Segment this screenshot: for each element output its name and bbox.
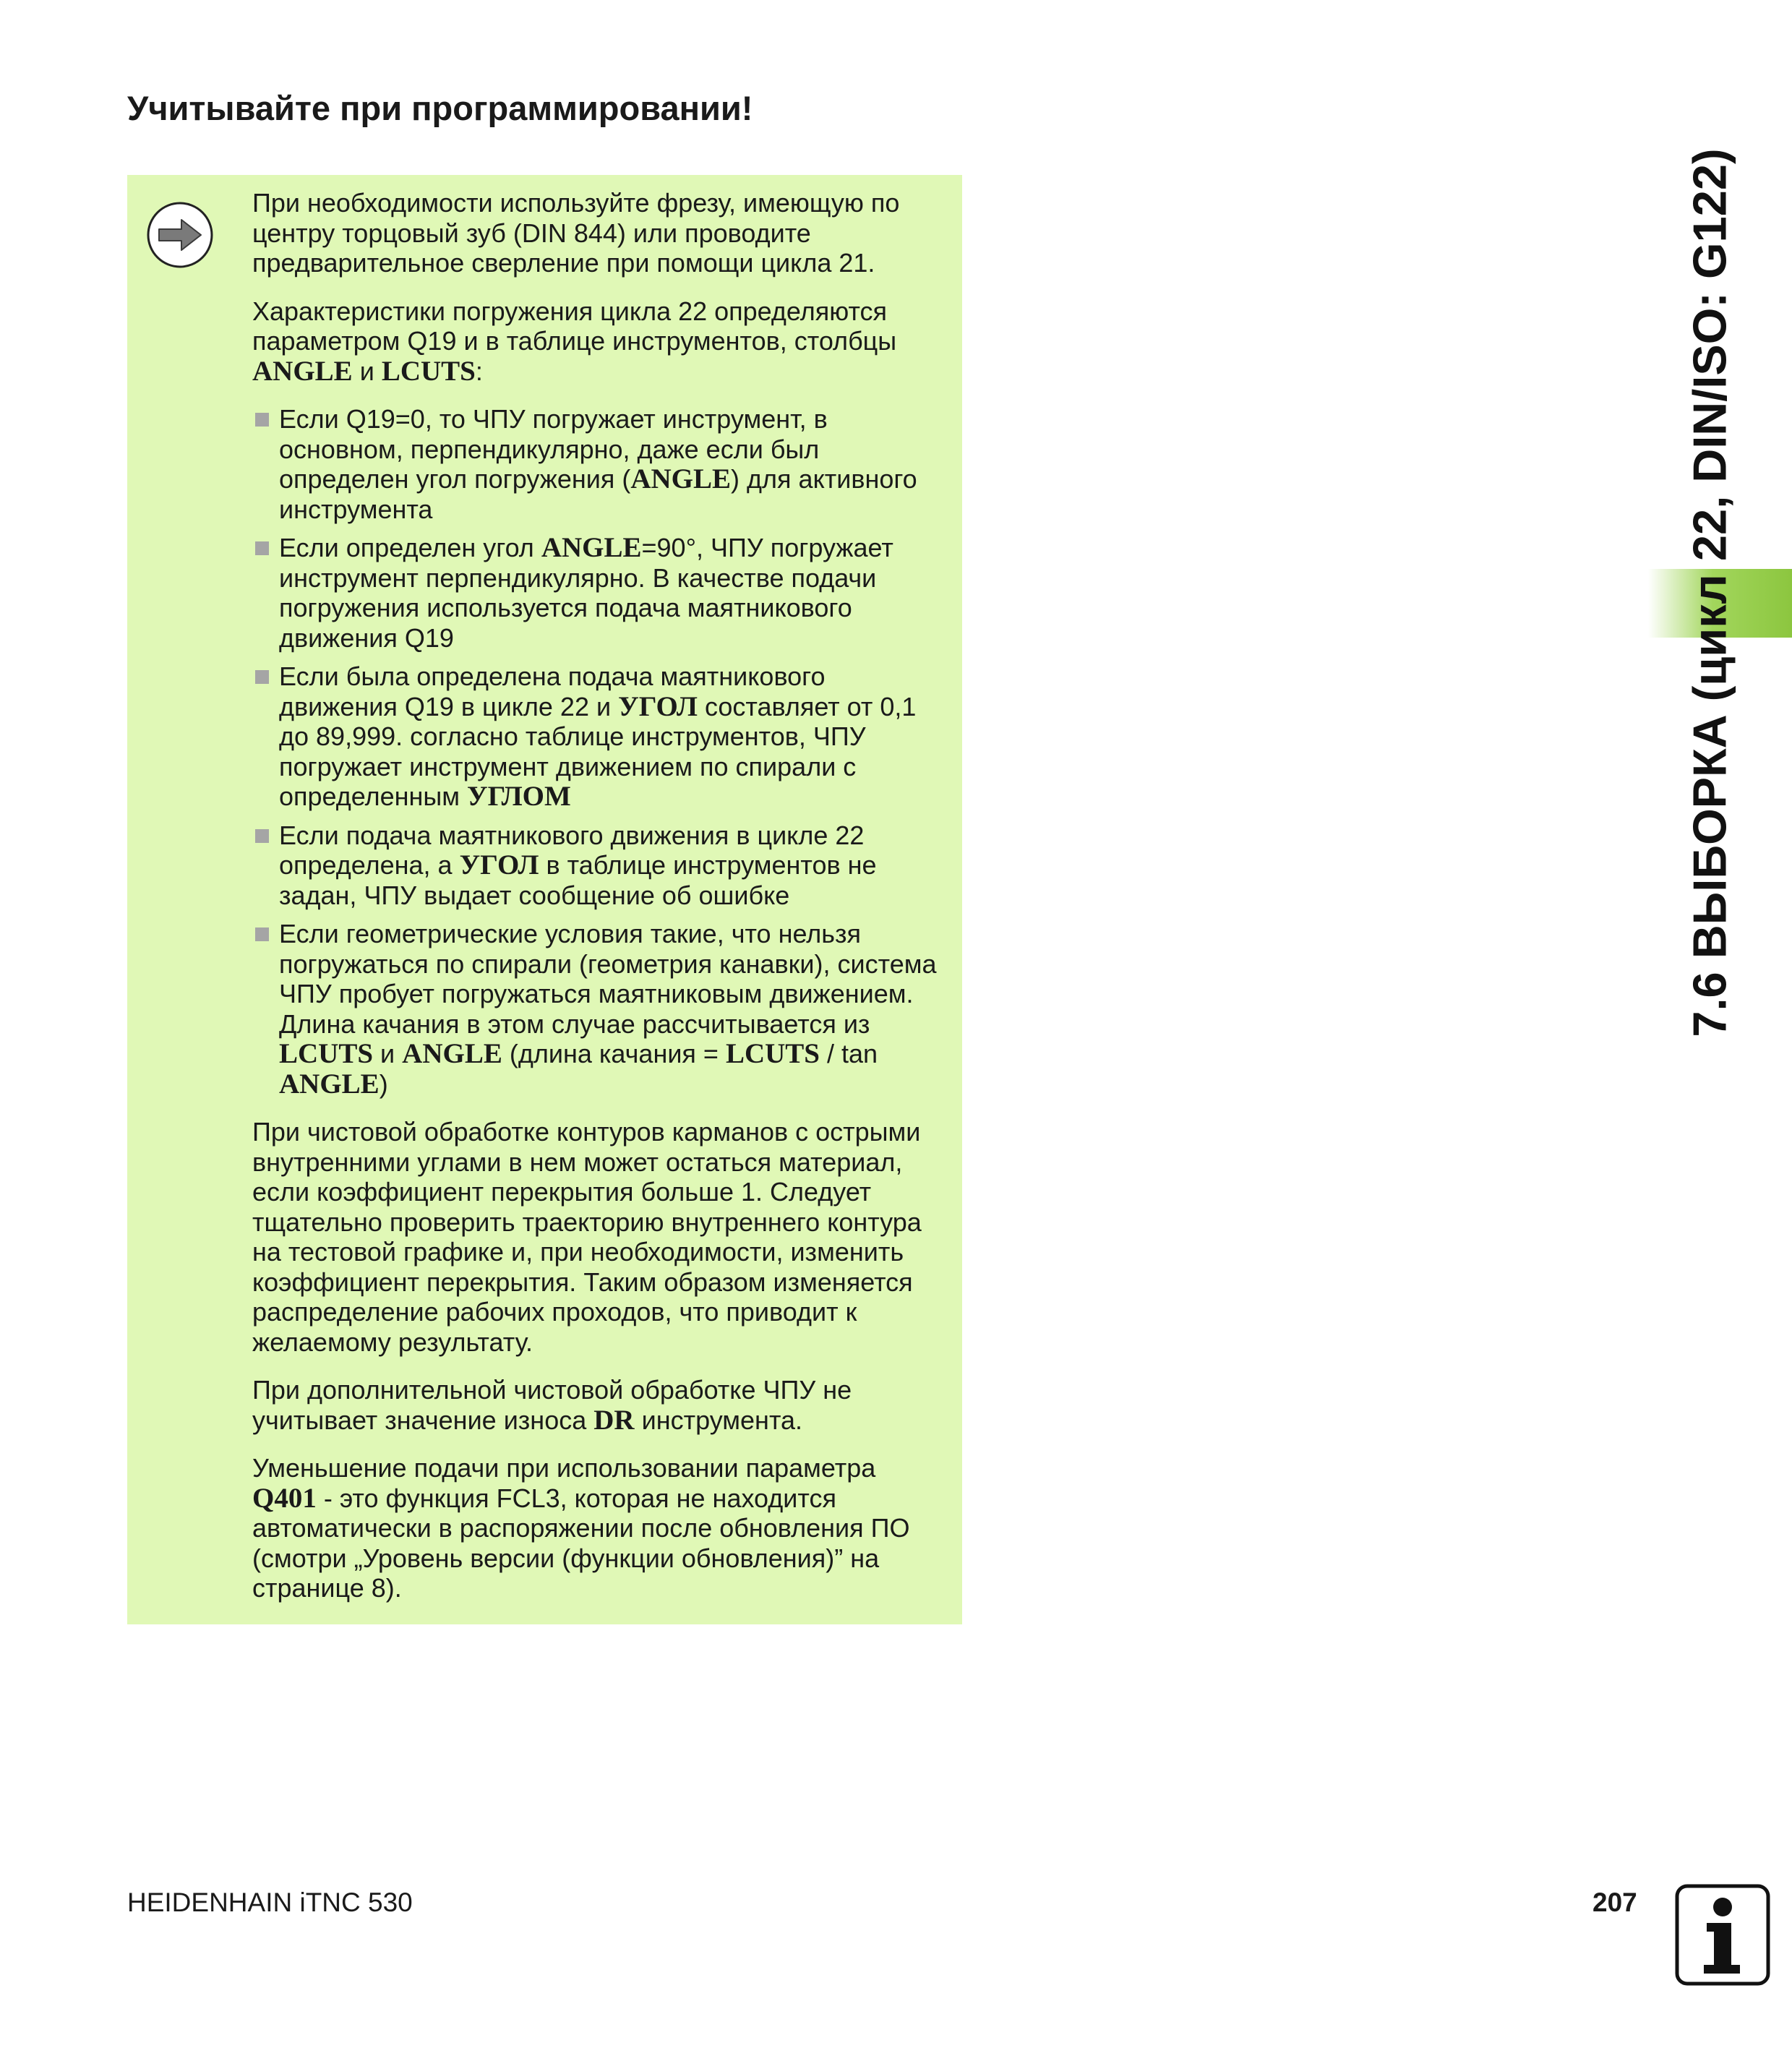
programming-note-box bbox=[127, 175, 962, 1624]
text-span: При дополнительной чистовой обработке ЧПУ не учитывает значение износа bbox=[252, 1375, 852, 1435]
text-span: Если подача маятникового движения в цикле 22 определена, а bbox=[279, 820, 865, 880]
bullet-square-icon bbox=[255, 413, 269, 427]
list-item bbox=[252, 533, 943, 653]
note-paragraph-feed bbox=[252, 1453, 943, 1603]
text-span: =90°, ЧПУ погружает инструмент перпендикулярно. В качестве подачи погружения используется подача маятникового движения Q19 bbox=[279, 533, 893, 653]
arrow-right-icon bbox=[146, 201, 214, 269]
list-item bbox=[252, 404, 943, 524]
bullet-square-icon bbox=[255, 670, 269, 684]
text-span: ) bbox=[379, 1068, 388, 1099]
text-span: Уменьшение подачи при использовании параметра bbox=[252, 1453, 876, 1483]
bullet-square-icon bbox=[255, 541, 269, 555]
keyword-angle: ANGLE bbox=[252, 355, 353, 387]
keyword-ugol: УГОЛ bbox=[459, 849, 539, 881]
text-span: (длина качания = bbox=[502, 1039, 726, 1068]
text-span: Если геометрические условия такие, что нельзя погружаться по спирали (геометрия канавки), система ЧПУ пробует погружаться маятниковым движением. Длина качания в этом случае рассчитывается из bbox=[279, 919, 937, 1039]
keyword-lcuts: LCUTS bbox=[279, 1038, 374, 1069]
text-span: Если была определена подача маятникового движения Q19 в цикле 22 и bbox=[279, 661, 826, 721]
text-span: и bbox=[373, 1039, 403, 1068]
list-item bbox=[252, 661, 943, 812]
note-paragraph-finishing: При чистовой обработке контуров карманов с острыми внутренними углами в нем может остаться материал, если коэффициент перекрытия больше 1. Следует тщательно проверить траекторию внутреннего контура на тестовой графике и, при необходимости, изменить коэффициент перекрытия. Таким образом изменяется распределение рабочих проходов, что приводит к желаемому результату. bbox=[252, 1117, 922, 1357]
text-span: и bbox=[352, 356, 382, 386]
text-span: в таблице инструментов не задан, ЧПУ выдает сообщение об ошибке bbox=[279, 850, 877, 910]
info-icon bbox=[1675, 1884, 1770, 1986]
text-span: Характеристики погружения цикла 22 определяются параметром Q19 и в таблице инструментов, столбцы bbox=[252, 296, 897, 356]
text-span: / tan bbox=[820, 1039, 878, 1068]
keyword-angle: ANGLE bbox=[541, 532, 642, 563]
list-item bbox=[252, 821, 943, 911]
page-heading: Учитывайте при программировании! bbox=[127, 89, 753, 127]
keyword-angle: ANGLE bbox=[279, 1068, 380, 1100]
keyword-uglom: УГЛОМ bbox=[467, 781, 571, 812]
text-span: инструмента. bbox=[634, 1405, 803, 1435]
text-span: : bbox=[475, 356, 483, 386]
keyword-ugol: УГОЛ bbox=[618, 690, 698, 722]
chapter-side-title: 7.6 ВЫБОРКА (цикл 22, DIN/ISO: G122) bbox=[1683, 148, 1736, 1037]
text-span: Если Q19=0, то ЧПУ погружает инструмент, в основном, перпендикулярно, даже если был определен угол погружения ( bbox=[279, 404, 828, 494]
note-paragraph-tool: При необходимости используйте фрезу, имеющую по центру торцовый зуб (DIN 844) или проводите предварительное сверление при помощи цикла 21. bbox=[252, 188, 900, 278]
bullet-square-icon bbox=[255, 829, 269, 843]
keyword-angle: ANGLE bbox=[402, 1038, 502, 1069]
footer-product-name: HEIDENHAIN iTNC 530 bbox=[127, 1888, 413, 1917]
note-paragraph-plunge bbox=[252, 296, 943, 387]
text-span: ) для активного инструмента bbox=[279, 464, 917, 524]
keyword-lcuts: LCUTS bbox=[725, 1038, 820, 1069]
text-span: составляет от 0,1 до 89,999. согласно таблице инструментов, ЧПУ погружает инструмент движением по спирали с определенным bbox=[279, 691, 917, 811]
note-paragraph-wear bbox=[252, 1375, 943, 1435]
text-span: Если определен угол bbox=[279, 533, 541, 562]
list-item bbox=[252, 919, 943, 1099]
keyword-lcuts: LCUTS bbox=[381, 355, 476, 387]
text-span: - это функция FCL3, которая не находится автоматически в распоряжении после обновления ПО (смотри „Уровень версии (функции обновления)” на странице 8). bbox=[252, 1483, 910, 1603]
keyword-q401: Q401 bbox=[252, 1482, 317, 1514]
note-text bbox=[252, 188, 943, 1621]
page-number: 207 bbox=[1592, 1888, 1637, 1917]
keyword-angle: ANGLE bbox=[630, 463, 732, 494]
bullet-square-icon bbox=[255, 927, 269, 941]
keyword-dr: DR bbox=[593, 1404, 635, 1436]
plunge-behavior-list bbox=[252, 404, 943, 1099]
